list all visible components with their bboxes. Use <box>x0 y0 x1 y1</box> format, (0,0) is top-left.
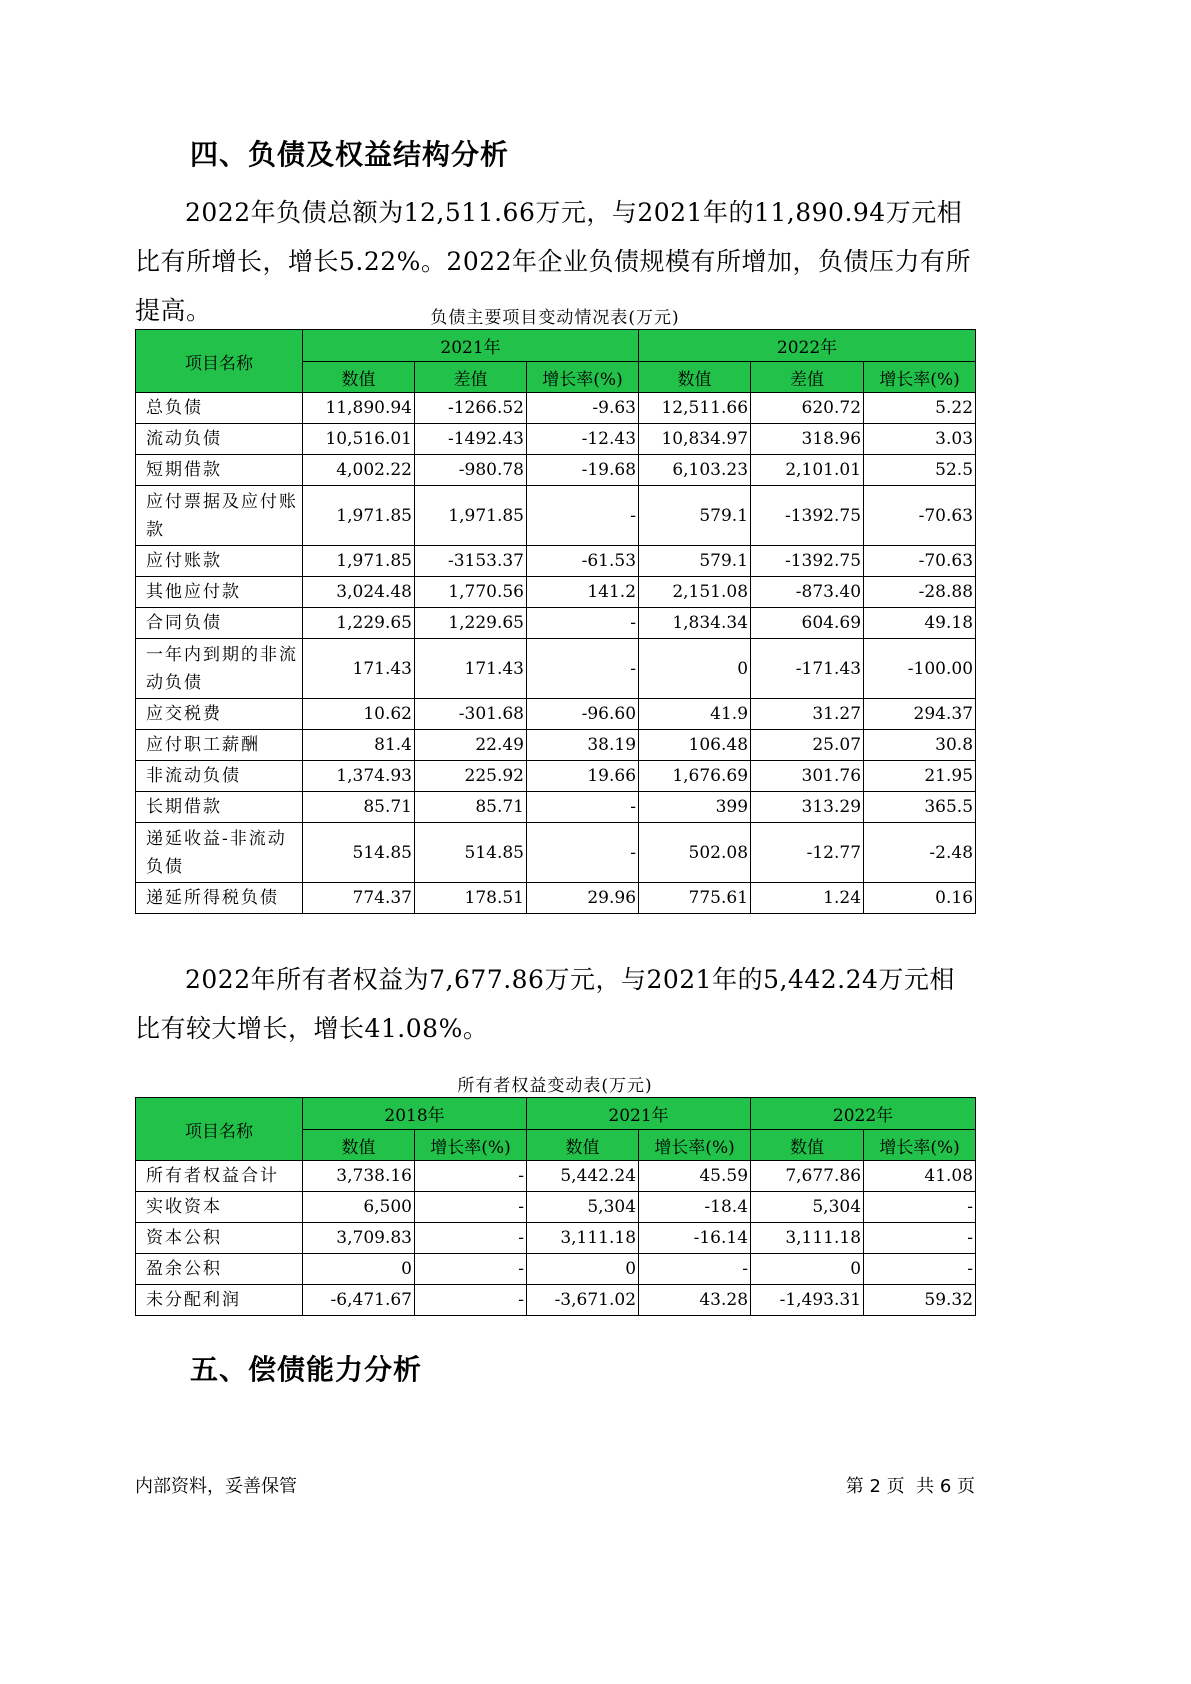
cell-value: 49.18 <box>864 608 976 639</box>
cell-value: 171.43 <box>415 639 527 699</box>
sub-header: 数值 <box>751 1130 864 1161</box>
cell-value: 178.51 <box>415 883 527 914</box>
cell-value: 41.08 <box>864 1161 976 1192</box>
year-header: 2021年 <box>303 330 639 362</box>
row-label: 应付账款 <box>136 546 303 577</box>
cell-value: 6,103.23 <box>639 455 751 486</box>
cell-value: 0 <box>303 1254 415 1285</box>
sub-header: 数值 <box>303 1130 415 1161</box>
row-label: 长期借款 <box>136 792 303 823</box>
row-label: 盈余公积 <box>136 1254 303 1285</box>
cell-value: 5,304 <box>527 1192 639 1223</box>
cell-value: -3,671.02 <box>527 1285 639 1316</box>
row-label: 应交税费 <box>136 699 303 730</box>
table-row <box>136 455 976 486</box>
cell-value: 1,770.56 <box>415 577 527 608</box>
cell-value: 774.37 <box>303 883 415 914</box>
cell-value: -9.63 <box>527 393 639 424</box>
cell-value: 4,002.22 <box>303 455 415 486</box>
cell-value: 106.48 <box>639 730 751 761</box>
cell-value: 579.1 <box>639 546 751 577</box>
cell-value: 19.66 <box>527 761 639 792</box>
cell-value: 399 <box>639 792 751 823</box>
year-header: 2018年 <box>303 1098 527 1130</box>
cell-value: -18.4 <box>639 1192 751 1223</box>
cell-value: 3,111.18 <box>751 1223 864 1254</box>
cell-value: 141.2 <box>527 577 639 608</box>
cell-value: 85.71 <box>415 792 527 823</box>
sub-header: 数值 <box>527 1130 639 1161</box>
liabilities-table <box>135 329 976 914</box>
table-1-caption: 负债主要项目变动情况表(万元) <box>430 308 680 328</box>
sub-header: 数值 <box>639 362 751 393</box>
cell-value: -1392.75 <box>751 486 864 546</box>
cell-value: 1,971.85 <box>303 486 415 546</box>
cell-value: - <box>527 823 639 883</box>
cell-value: 11,890.94 <box>303 393 415 424</box>
row-label: 一年内到期的非流动负债 <box>136 639 303 699</box>
cell-value: 365.5 <box>864 792 976 823</box>
row-label: 资本公积 <box>136 1223 303 1254</box>
table-row <box>136 393 976 424</box>
liabilities-paragraph: 2022年负债总额为12,511.66万元，与2021年的11,890.94万元相比有所增长，增长5.22%。2022年企业负债规模有所增加，负债压力有所提高。 <box>135 198 972 325</box>
cell-value: 0 <box>527 1254 639 1285</box>
sub-header: 差值 <box>415 362 527 393</box>
table-2-caption: 所有者权益变动表(万元) <box>457 1076 653 1096</box>
cell-value: -1392.75 <box>751 546 864 577</box>
row-label: 递延收益-非流动负债 <box>136 823 303 883</box>
cell-value: 604.69 <box>751 608 864 639</box>
cell-value: 45.59 <box>639 1161 751 1192</box>
cell-value: 301.76 <box>751 761 864 792</box>
table-row <box>136 792 976 823</box>
row-label: 应付票据及应付账款 <box>136 486 303 546</box>
cell-value: 85.71 <box>303 792 415 823</box>
cell-value: - <box>415 1285 527 1316</box>
row-label: 未分配利润 <box>136 1285 303 1316</box>
name-header: 项目名称 <box>136 1098 303 1161</box>
cell-value: -873.40 <box>751 577 864 608</box>
table-row <box>136 1161 976 1192</box>
year-header: 2022年 <box>639 330 976 362</box>
cell-value: 318.96 <box>751 424 864 455</box>
cell-value: 1,374.93 <box>303 761 415 792</box>
table-row <box>136 486 976 546</box>
cell-value: 30.8 <box>864 730 976 761</box>
cell-value: 514.85 <box>303 823 415 883</box>
row-label: 流动负债 <box>136 424 303 455</box>
sub-header: 增长率(%) <box>527 362 639 393</box>
cell-value: 7,677.86 <box>751 1161 864 1192</box>
cell-value: -96.60 <box>527 699 639 730</box>
cell-value: -1266.52 <box>415 393 527 424</box>
cell-value: - <box>639 1254 751 1285</box>
cell-value: - <box>415 1223 527 1254</box>
table-row <box>136 1223 976 1254</box>
cell-value: 59.32 <box>864 1285 976 1316</box>
cell-value: 294.37 <box>864 699 976 730</box>
cell-value: -3153.37 <box>415 546 527 577</box>
cell-value: - <box>864 1254 976 1285</box>
row-label: 递延所得税负债 <box>136 883 303 914</box>
table-row <box>136 761 976 792</box>
cell-value: -19.68 <box>527 455 639 486</box>
equity-paragraph: 2022年所有者权益为7,677.86万元，与2021年的5,442.24万元相比有较大增长，增长41.08%。 <box>135 965 955 1043</box>
table-row <box>136 883 976 914</box>
cell-value: -2.48 <box>864 823 976 883</box>
cell-value: - <box>415 1161 527 1192</box>
sub-header: 增长率(%) <box>864 1130 976 1161</box>
cell-value: - <box>527 608 639 639</box>
cell-value: 3,024.48 <box>303 577 415 608</box>
page-number: 第 2 页 共 6 页 <box>845 1476 975 1497</box>
row-label: 非流动负债 <box>136 761 303 792</box>
name-header: 项目名称 <box>136 330 303 393</box>
year-header: 2022年 <box>751 1098 976 1130</box>
cell-value: -6,471.67 <box>303 1285 415 1316</box>
table-row <box>136 699 976 730</box>
sub-header: 增长率(%) <box>864 362 976 393</box>
cell-value: -12.43 <box>527 424 639 455</box>
section-5-heading: 五、偿债能力分析 <box>190 1353 423 1386</box>
cell-value: -70.63 <box>864 486 976 546</box>
cell-value: 1.24 <box>751 883 864 914</box>
cell-value: -100.00 <box>864 639 976 699</box>
cell-value: 12,511.66 <box>639 393 751 424</box>
equity-table <box>135 1097 976 1316</box>
cell-value: 313.29 <box>751 792 864 823</box>
cell-value: 1,971.85 <box>303 546 415 577</box>
cell-value: 6,500 <box>303 1192 415 1223</box>
cell-value: -1,493.31 <box>751 1285 864 1316</box>
cell-value: -12.77 <box>751 823 864 883</box>
cell-value: - <box>527 486 639 546</box>
cell-value: 514.85 <box>415 823 527 883</box>
cell-value: 10,834.97 <box>639 424 751 455</box>
cell-value: 31.27 <box>751 699 864 730</box>
cell-value: 775.61 <box>639 883 751 914</box>
cell-value: -1492.43 <box>415 424 527 455</box>
cell-value: -70.63 <box>864 546 976 577</box>
cell-value: 0 <box>751 1254 864 1285</box>
table-row <box>136 608 976 639</box>
cell-value: 10.62 <box>303 699 415 730</box>
sub-header: 增长率(%) <box>415 1130 527 1161</box>
sub-header: 增长率(%) <box>639 1130 751 1161</box>
cell-value: 1,834.34 <box>639 608 751 639</box>
cell-value: 1,229.65 <box>415 608 527 639</box>
cell-value: -980.78 <box>415 455 527 486</box>
cell-value: 225.92 <box>415 761 527 792</box>
table-row <box>136 1254 976 1285</box>
cell-value: 41.9 <box>639 699 751 730</box>
table-row <box>136 730 976 761</box>
table-row <box>136 577 976 608</box>
row-label: 短期借款 <box>136 455 303 486</box>
cell-value: 43.28 <box>639 1285 751 1316</box>
cell-value: 22.49 <box>415 730 527 761</box>
cell-value: 29.96 <box>527 883 639 914</box>
cell-value: 3,738.16 <box>303 1161 415 1192</box>
cell-value: 0.16 <box>864 883 976 914</box>
year-header: 2021年 <box>527 1098 751 1130</box>
cell-value: 2,101.01 <box>751 455 864 486</box>
table-row <box>136 823 976 883</box>
cell-value: 171.43 <box>303 639 415 699</box>
cell-value: -16.14 <box>639 1223 751 1254</box>
cell-value: 5,304 <box>751 1192 864 1223</box>
row-label: 所有者权益合计 <box>136 1161 303 1192</box>
row-label: 总负债 <box>136 393 303 424</box>
cell-value: 5,442.24 <box>527 1161 639 1192</box>
cell-value: 502.08 <box>639 823 751 883</box>
cell-value: 81.4 <box>303 730 415 761</box>
table-row <box>136 1192 976 1223</box>
cell-value: 5.22 <box>864 393 976 424</box>
cell-value: -171.43 <box>751 639 864 699</box>
cell-value: 1,676.69 <box>639 761 751 792</box>
cell-value: 620.72 <box>751 393 864 424</box>
cell-value: 3.03 <box>864 424 976 455</box>
cell-value: - <box>415 1192 527 1223</box>
cell-value: - <box>527 639 639 699</box>
cell-value: 52.5 <box>864 455 976 486</box>
sub-header: 数值 <box>303 362 415 393</box>
cell-value: - <box>415 1254 527 1285</box>
footer-left: 内部资料，妥善保管 <box>135 1476 297 1497</box>
cell-value: - <box>527 792 639 823</box>
cell-value: 3,111.18 <box>527 1223 639 1254</box>
sub-header: 差值 <box>751 362 864 393</box>
row-label: 合同负债 <box>136 608 303 639</box>
cell-value: - <box>864 1223 976 1254</box>
row-label: 应付职工薪酬 <box>136 730 303 761</box>
row-label: 实收资本 <box>136 1192 303 1223</box>
cell-value: 2,151.08 <box>639 577 751 608</box>
cell-value: 3,709.83 <box>303 1223 415 1254</box>
cell-value: 21.95 <box>864 761 976 792</box>
cell-value: -28.88 <box>864 577 976 608</box>
cell-value: 38.19 <box>527 730 639 761</box>
cell-value: -301.68 <box>415 699 527 730</box>
table-row <box>136 546 976 577</box>
table-row <box>136 424 976 455</box>
table-row <box>136 639 976 699</box>
cell-value: 579.1 <box>639 486 751 546</box>
cell-value: 10,516.01 <box>303 424 415 455</box>
table-row <box>136 1285 976 1316</box>
cell-value: - <box>864 1192 976 1223</box>
cell-value: 1,229.65 <box>303 608 415 639</box>
cell-value: 0 <box>639 639 751 699</box>
section-4-heading: 四、负债及权益结构分析 <box>190 138 510 171</box>
cell-value: 1,971.85 <box>415 486 527 546</box>
cell-value: -61.53 <box>527 546 639 577</box>
row-label: 其他应付款 <box>136 577 303 608</box>
cell-value: 25.07 <box>751 730 864 761</box>
